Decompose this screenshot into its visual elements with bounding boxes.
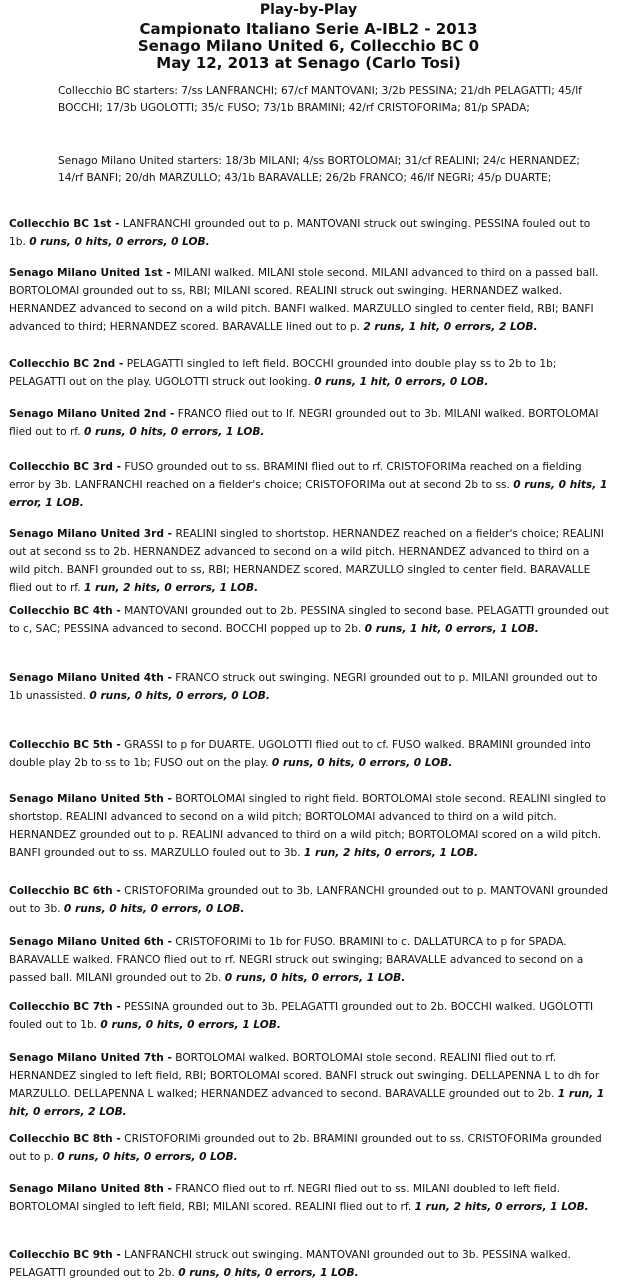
inning-summary: 0 runs, 0 hits, 1 error, 1 LOB. [9,479,608,509]
inning-paragraph [9,933,609,987]
inning-summary: 0 runs, 0 hits, 0 errors, 1 LOB. [84,426,265,438]
inning-paragraph [9,1049,609,1121]
inning-paragraph [9,355,609,391]
inning-team: Collecchio BC 2nd - [9,358,124,370]
inning-paragraph [9,405,609,441]
inning-paragraph [9,882,609,918]
inning-plays: LANFRANCHI grounded out to p. MANTOVANI struck out swinging. PESSINA fouled out to 1b. [9,218,591,248]
page-label: Play-by-Play [259,2,358,18]
inning-paragraph [9,998,609,1034]
inning-summary: 0 runs, 0 hits, 0 errors, 0 LOB. [57,1151,238,1163]
inning-plays: MANTOVANI grounded out to 2b. PESSINA singled to second base. PELAGATTI grounded out to c, SAC; PESSINA advanced to second. BOCCHI popped up to 2b. [9,605,609,635]
inning-summary: 0 runs, 1 hit, 0 errors, 0 LOB. [314,376,489,388]
inning-summary: 0 runs, 0 hits, 0 errors, 1 LOB. [100,1019,281,1031]
inning-summary: 1 run, 2 hits, 0 errors, 1 LOB. [414,1201,589,1213]
inning-team: Senago Milano United 1st - [9,267,171,279]
matchup-title: Senago Milano United 6, Collecchio BC 0 [137,37,480,55]
inning-plays: LANFRANCHI struck out swinging. MANTOVANI grounded out to 3b. PESSINA walked. PELAGATTI grounded out to 2b. [9,1249,571,1279]
inning-plays: FRANCO struck out swinging. NEGRI grounded out to p. MILANI grounded out to 1b unassisted. [9,672,598,702]
inning-team: Collecchio BC 7th - [9,1001,121,1013]
inning-paragraph [9,458,609,512]
inning-plays: BORTOLOMAI singled to right field. BORTOLOMAI stole second. REALINI singled to shortstop. REALINI advanced to second on a wild pitch; BORTOLOMAI advanced to third on a wild pitch. HERNANDEZ grounded out to p. REALINI advanced to third on a wild pitch; BORTOLOMAI scored on a wild pitch. BANFI grounded out to ss. MARZULLO fouled out to 3b. [9,793,607,859]
inning-team: Senago Milano United 6th - [9,936,172,948]
inning-team: Collecchio BC 9th - [9,1249,121,1261]
inning-team: Collecchio BC 4th - [9,605,121,617]
inning-plays: FUSO grounded out to ss. BRAMINI flied out to rf. CRISTOFORIMa reached on a fielding error by 3b. LANFRANCHI reached on a fielder's choice; CRISTOFORIMa out at second 2b to ss. [9,461,582,491]
inning-team: Senago Milano United 2nd - [9,408,175,420]
inning-team: Senago Milano United 3rd - [9,528,173,540]
inning-summary: 0 runs, 0 hits, 0 errors, 0 LOB. [63,903,245,915]
inning-summary: 0 runs, 0 hits, 0 errors, 0 LOB. [271,757,453,769]
inning-paragraph [9,1130,609,1166]
inning-team: Senago Milano United 5th - [9,793,172,805]
inning-paragraph [9,264,609,336]
inning-summary: 1 run, 2 hits, 0 errors, 1 LOB. [84,582,259,594]
inning-summary: 1 run, 1 hit, 0 errors, 2 LOB. [9,1088,605,1118]
inning-summary: 0 runs, 0 hits, 0 errors, 0 LOB. [89,690,270,702]
inning-team: Collecchio BC 8th - [9,1133,121,1145]
date-venue: May 12, 2013 at Senago (Carlo Tosi) [156,54,461,72]
inning-plays: CRISTOFORIMi to 1b for FUSO. BRAMINI to c. DALLATURCA to p for SPADA. BARAVALLE walked. FRANCO flied out to rf. NEGRI struck out swinging; BARAVALLE advanced to second on a passed ball. MILANI grounded out to 2b. [9,936,584,984]
inning-summary: 0 runs, 0 hits, 0 errors, 0 LOB. [29,236,210,248]
inning-plays: CRISTOFORIMa grounded out to 3b. LANFRANCHI grounded out to p. MANTOVANI grounded out to 3b. [9,885,609,915]
inning-summary: 0 runs, 1 hit, 0 errors, 1 LOB. [364,623,539,635]
inning-plays: CRISTOFORIMi grounded out to 2b. BRAMINI grounded out to ss. CRISTOFORIMa grounded out to p. [9,1133,602,1163]
inning-summary: 2 runs, 1 hit, 0 errors, 2 LOB. [363,321,538,333]
inning-team: Senago Milano United 4th - [9,672,172,684]
inning-plays: PESSINA grounded out to 3b. PELAGATTI grounded out to 2b. BOCCHI walked. UGOLOTTI fouled out to 1b. [9,1001,594,1031]
inning-team: Collecchio BC 1st - [9,218,120,230]
inning-plays: FRANCO flied out to lf. NEGRI grounded out to 3b. MILANI walked. BORTOLOMAI flied out to rf. [9,408,599,438]
inning-team: Senago Milano United 7th - [9,1052,172,1064]
inning-plays: FRANCO flied out to rf. NEGRI flied out to ss. MILANI doubled to left field. BORTOLOMAI singled to left field, RBI; MILANI scored. REALINI flied out to rf. [9,1183,560,1213]
league-title: Campionato Italiano Serie A-IBL2 - 2013 [139,20,478,38]
inning-plays: GRASSI to p for DUARTE. UGOLOTTI flied out to cf. FUSO walked. BRAMINI grounded into double play 2b to ss to 1b; FUSO out on the play. [9,739,591,769]
inning-team: Senago Milano United 8th - [9,1183,172,1195]
inning-paragraph [9,525,609,597]
inning-paragraph [9,1180,609,1216]
inning-paragraph [9,602,609,638]
inning-team: Collecchio BC 6th - [9,885,121,897]
inning-summary: 0 runs, 0 hits, 0 errors, 1 LOB. [178,1267,359,1279]
inning-paragraph [9,215,609,251]
visitor-starters: Collecchio BC starters: 7/ss LANFRANCHI; 67/cf MANTOVANI; 3/2b PESSINA; 21/dh PELAGATTI; 45/lf BOCCHI; 17/3b UGOLOTTI; 35/c FUSO; 73/1b BRAMINI; 42/rf CRISTOFORIMa; 81/p SPADA; [58,85,582,114]
inning-team: Collecchio BC 5th - [9,739,121,751]
inning-paragraph [9,1246,609,1282]
inning-plays: REALINI singled to shortstop. HERNANDEZ reached on a fielder's choice; REALINI out at second ss to 2b. HERNANDEZ advanced to second on a wild pitch. HERNANDEZ advanced to third on a wild pitch. BANFI grounded out to ss, RBI; HERNANDEZ scored. MARZULLO singled to center field. BARAVALLE flied out to rf. [9,528,604,594]
inning-plays: BORTOLOMAI walked. BORTOLOMAI stole second. REALINI flied out to rf. HERNANDEZ singled to left field, RBI; BORTOLOMAI scored. BANFI struck out swinging. DELLAPENNA L to dh for MARZULLO. DELLAPENNA L walked; HERNANDEZ advanced to second. BARAVALLE grounded out to 2b. [9,1052,600,1100]
inning-plays: MILANI walked. MILANI stole second. MILANI advanced to third on a passed ball. BORTOLOMAI grounded out to ss, RBI; MILANI scored. REALINI struck out swinging. HERNANDEZ walked. HERNANDEZ advanced to second on a wild pitch. BANFI walked. MARZULLO singled to center field, RBI; BANFI advanced to third; HERNANDEZ scored. BARAVALLE lined out to p. [9,267,599,333]
inning-plays: PELAGATTI singled to left field. BOCCHI grounded into double play ss to 2b to 1b; PELAGATTI out on the play. UGOLOTTI struck out looking. [9,358,557,388]
home-starters: Senago Milano United starters: 18/3b MILANI; 4/ss BORTOLOMAI; 31/cf REALINI; 24/c HERNANDEZ; 14/rf BANFI; 20/dh MARZULLO; 43/1b BARAVALLE; 26/2b FRANCO; 46/lf NEGRI; 45/p DUARTE; [58,155,580,184]
inning-paragraph [9,790,609,862]
inning-paragraph [9,736,609,772]
inning-summary: 0 runs, 0 hits, 0 errors, 1 LOB. [224,972,406,984]
inning-summary: 1 run, 2 hits, 0 errors, 1 LOB. [303,847,479,859]
inning-paragraph [9,669,609,705]
inning-team: Collecchio BC 3rd - [9,461,121,473]
